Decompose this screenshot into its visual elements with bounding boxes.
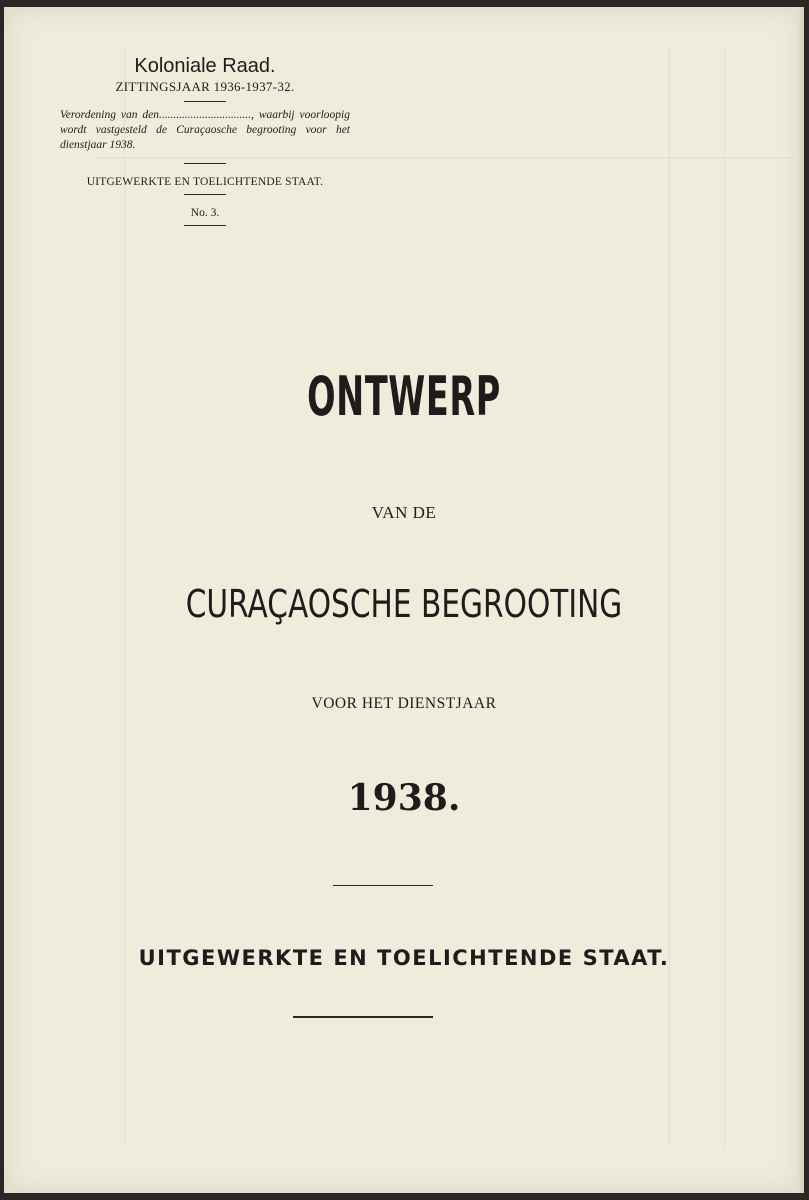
divider (184, 101, 226, 102)
service-year-text: VOOR HET DIENSTJAAR (311, 695, 497, 712)
council-title: Koloniale Raad. (134, 55, 276, 77)
session-year: ZITTINGSJAAR 1936-1937-32. (115, 79, 295, 94)
divider (184, 194, 226, 195)
statement-title: UITGEWERKTE EN TOELICHTENDE STAAT. (138, 946, 670, 970)
year: 1938. (347, 777, 461, 819)
budget-title: CURAÇAOSCHE BEGROOTING (185, 582, 623, 626)
van-de-text: VAN DE (371, 503, 437, 522)
document-number: No. 3. (190, 207, 220, 219)
divider (184, 225, 226, 226)
document-page (4, 7, 804, 1193)
statement-subtitle: UITGEWERKTE EN TOELICHTENDE STAAT. (86, 176, 324, 188)
ordinance-text: Verordening van den................................, waarbij voorloopig wordt vastgesteld de Curaçaosche begrooting voor het dienstjaar 1938. (60, 109, 350, 151)
divider (293, 1016, 433, 1018)
main-title: ONTWERP (307, 365, 501, 428)
divider (333, 885, 433, 886)
page-edge (798, 7, 804, 1193)
header-block (60, 55, 350, 226)
divider (184, 163, 226, 164)
